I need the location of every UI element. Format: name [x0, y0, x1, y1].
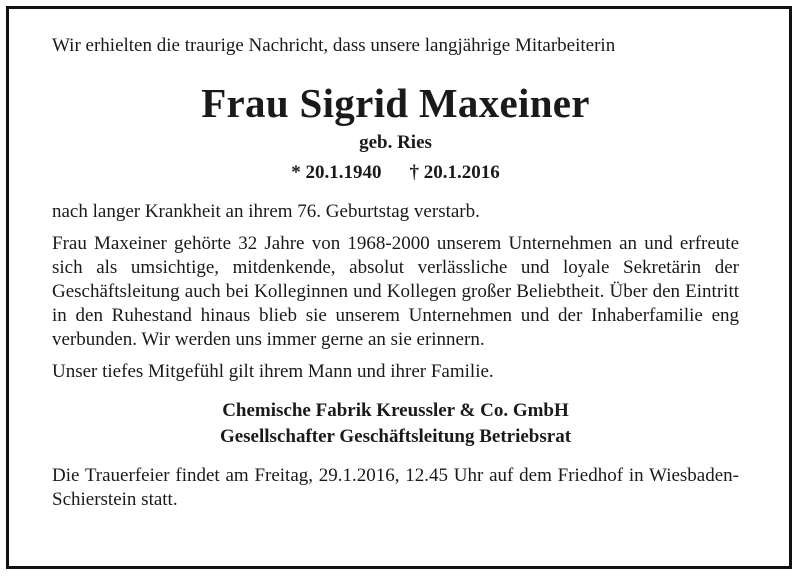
funeral-info: Die Trauerfeier findet am Freitag, 29.1.2016, 12.45 Uhr auf dem Friedhof in Wiesbaden-Schierstein statt. — [52, 465, 739, 510]
signatories: Gesellschafter Geschäftsleitung Betriebsrat — [219, 426, 572, 447]
birth-name: geb. Ries — [359, 132, 432, 153]
birth-date: * 20.1.1940 — [291, 162, 382, 183]
tribute-paragraph: Frau Maxeiner gehörte 32 Jahre von 1968-2000 unserem Unternehmen an und erfreute sich als umsichtige, mitdenkende, absolut verlässliche und loyale Sekretärin der Geschäftsleitung auch bei Kolleginnen und Kollegen großer Beliebtheit. Über den Eintritt in den Ruhestand hinaus blieb sie unserem Unternehmen und der Inhaberfamilie eng verbunden. Wir werden uns immer gerne an sie erinnern. — [52, 233, 739, 350]
obituary-notice — [52, 34, 739, 512]
condolence-text: Unser tiefes Mitgefühl gilt ihrem Mann und ihrer Familie. — [52, 361, 494, 382]
life-dates — [52, 160, 739, 186]
death-date: † 20.1.2016 — [409, 162, 500, 183]
company-name: Chemische Fabrik Kreussler & Co. GmbH — [222, 400, 569, 421]
deceased-name: Frau Sigrid Maxeiner — [201, 80, 590, 126]
intro-text: Wir erhielten die traurige Nachricht, dass unsere langjährige Mitarbeiterin — [52, 35, 616, 56]
death-circumstance-text: nach langer Krankheit an ihrem 76. Geburtstag verstarb. — [52, 201, 480, 222]
